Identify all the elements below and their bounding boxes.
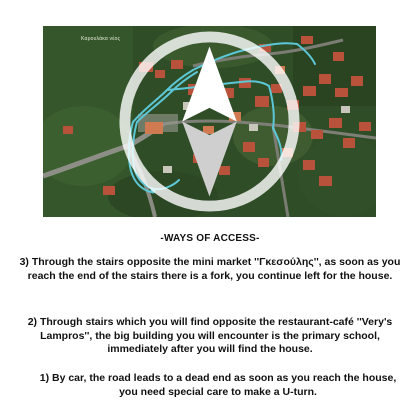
compass-icon[interactable] [43, 26, 376, 217]
satellite-map[interactable] [43, 26, 376, 217]
ways-of-access-heading: -WAYS OF ACCESS- [160, 233, 260, 244]
access-way-2: 2) Through stairs which you will find opposite the restaurant-café ''Very's Lampros'', the big building you will encounter is the primary school, immediately after you will find the house. [27, 316, 393, 355]
access-way-1: 1) By car, the road leads to a dead end as soon as you reach the house, you need special care to make a U-turn. [39, 372, 397, 398]
access-way-3: 3) Through the stairs opposite the mini market ''Γκεσούλης'', as soon as you reach the end of the stairs there is a fork, you continue left for the house. [19, 256, 401, 282]
map-place-label: Καρουλάκα νέος [81, 36, 121, 42]
